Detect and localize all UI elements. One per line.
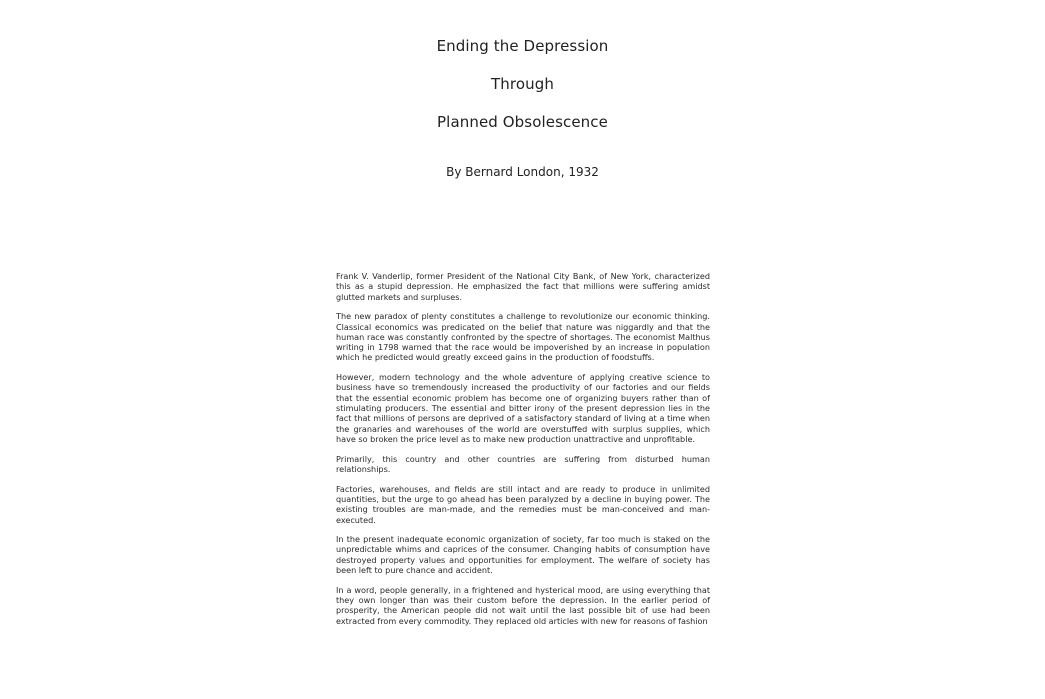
paragraph: In the present inadequate economic organization of society, far too much is staked on the unpredictable whims and caprices of the consumer. Changing habits of consumption have destroyed property values and opportunities for employment. The welfare of society has been left to pure chance and accident.	[336, 534, 710, 576]
title-line-3: Planned Obsolescence	[437, 113, 608, 131]
body-text	[336, 271, 710, 635]
byline: By Bernard London, 1932	[446, 165, 599, 179]
paragraph: In a word, people generally, in a frightened and hysterical mood, are using everything that they own longer than was their custom before the depression. In the earlier period of prosperity, the American people did not wait until the last possible bit of use had been extracted from every commodity. They replaced old articles with new for reasons of fashion	[336, 584, 710, 626]
paragraph: The new paradox of plenty constitutes a challenge to revolutionize our economic thinking. Classical economics was predicated on the belief that nature was niggardly and that the human race was constantly confronted by the spectre of shortages. The economist Malthus writing in 1798 warned that the race would be impoverished by an increase in population which he predicted would greatly exceed gains in the production of foodstuffs.	[336, 311, 710, 363]
paragraph: Frank V. Vanderlip, former President of the National City Bank, of New York, characterized this as a stupid depression. He emphasized the fact that millions were suffering amidst glutted markets and surpluses.	[336, 271, 710, 302]
paragraph: Factories, warehouses, and fields are still intact and are ready to produce in unlimited quantities, but the urge to go ahead has been paralyzed by a decline in buying power. The existing troubles are man-made, and the remedies must be man-conceived and man-executed.	[336, 483, 710, 525]
paragraph: Primarily, this country and other countries are suffering from disturbed human relationships.	[336, 453, 710, 474]
paragraph: However, modern technology and the whole adventure of applying creative science to business have so tremendously increased the productivity of our factories and our fields that the essential economic problem has become one of organizing buyers rather than of stimulating producers. The essential and bitter irony of the present depression lies in the fact that millions of persons are deprived of a satisfactory standard of living at a time when the granaries and warehouses of the world are overstuffed with surplus supplies, which have so broken the price level as to make new production unattractive and unprofitable.	[336, 372, 710, 444]
title-line-1: Ending the Depression	[436, 37, 609, 55]
title-line-2: Through	[491, 75, 554, 93]
